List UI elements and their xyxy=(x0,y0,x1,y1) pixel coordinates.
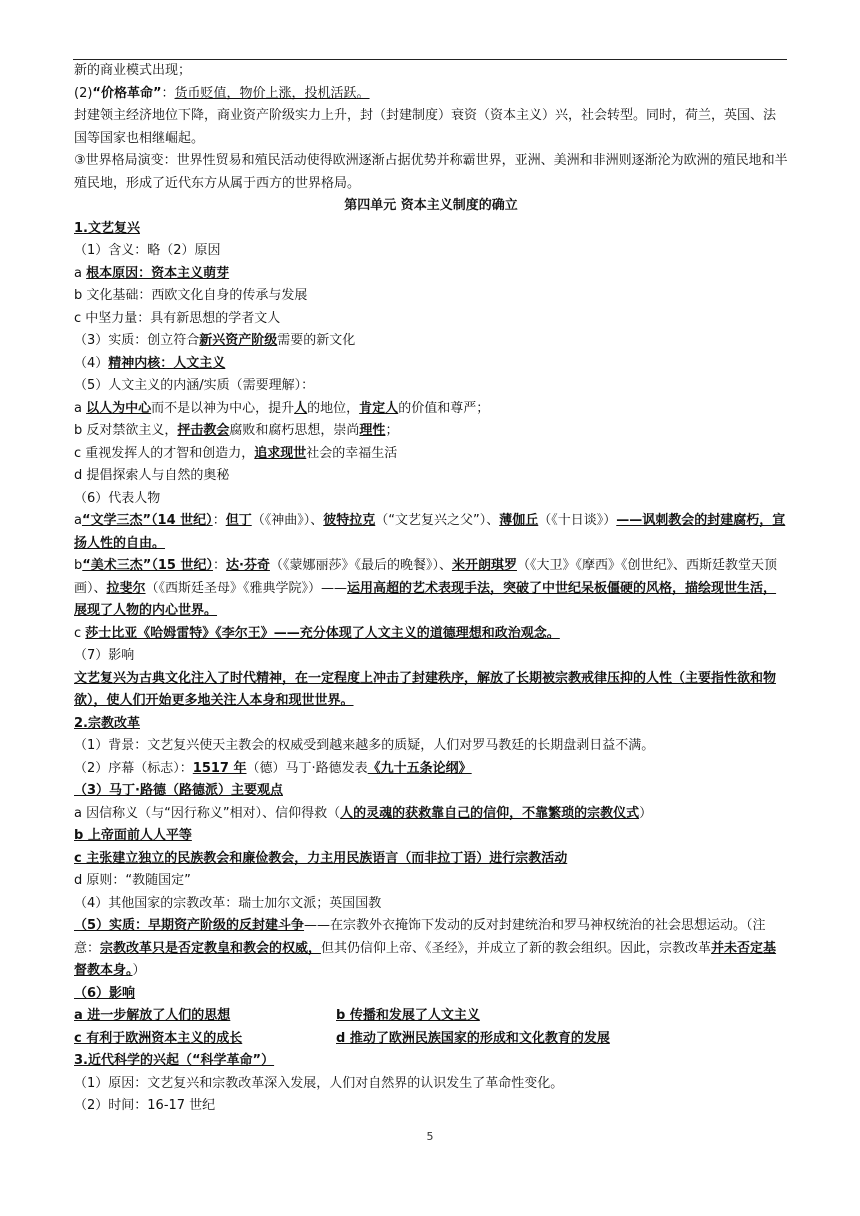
paragraph: （5）人文主义的内涵/实质（需要理解）： xyxy=(74,378,315,393)
paragraph: d 提倡探索人与自然的奥秘 xyxy=(74,468,230,483)
paragraph: （1）原因：文艺复兴和宗教改革深入发展，人们对自然界的认识发生了革命性变化。 xyxy=(74,1075,564,1091)
paragraph: 封建领主经济地位下降，商业资产阶级实力上升，封（封建制度）衰资（资本主义）兴，社会转型。同时，荷兰，英国、法国等国家也相继崛起。 xyxy=(74,108,777,146)
paragraph: （1）含义：略（2）原因 xyxy=(74,243,221,258)
paragraph: a 因信称义（与“因行称义”相对）、信仰得救（人的灵魂的获救靠自己的信仰，不靠繁琐的宗教仪式） xyxy=(74,805,653,821)
paragraph: （5）实质：早期资产阶级的反封建斗争——在宗教外衣掩饰下发动的反对封建统治和罗马神权统治的社会思想运动。（注意：宗教改革只是否定教皇和教会的权威，但其仍信仰上帝、《圣经》，并成立了新的教会组织。因此，宗教改革并未否定基督教本身。） xyxy=(74,918,777,978)
paragraph: c 重视发挥人的才智和创造力，追求现世社会的幸福生活 xyxy=(74,445,398,461)
paragraph: （2）序幕（标志）：1517 年（德）马丁·路德发表《九十五条论纲》 xyxy=(74,760,472,776)
paragraph: c 有利于欧洲资本主义的成长 d 推动了欧洲民族国家的形成和文化教育的发展 xyxy=(74,1030,610,1046)
paragraph: （2）时间：16-17 世纪 xyxy=(74,1098,216,1113)
section-heading: 1.文艺复兴 xyxy=(74,220,140,236)
paragraph: ③世界格局演变：世界性贸易和殖民活动使得欧洲逐渐占据优势并称霸世界，亚洲、美洲和非洲则逐渐沦为欧洲的殖民地和半殖民地，形成了近代东方从属于西方的世界格局。 xyxy=(74,153,788,191)
paragraph: d 原则：“教随国定” xyxy=(74,873,191,888)
paragraph: a 以人为中心而不是以神为中心，提升人的地位，肯定人的价值和尊严； xyxy=(74,400,490,416)
section-heading: 3.近代科学的兴起（“科学革命”） xyxy=(74,1053,275,1068)
paragraph: （7）影响 xyxy=(74,648,135,663)
section-heading: 2.宗教改革 xyxy=(74,715,140,731)
paragraph: c 中坚力量：具有新思想的学者文人 xyxy=(74,310,281,326)
paragraph: a 进一步解放了人们的思想 b 传播和发展了人文主义 xyxy=(74,1008,480,1023)
paragraph: b 文化基础：西欧文化自身的传承与发展 xyxy=(74,288,308,303)
paragraph: c 主张建立独立的民族教会和廉俭教会，力主用民族语言（而非拉丁语）进行宗教活动 xyxy=(74,850,568,866)
paragraph: 新的商业模式出现； xyxy=(74,63,192,78)
paragraph: （4）精神内核：人文主义 xyxy=(74,355,226,371)
unit-title: 第四单元 资本主义制度的确立 xyxy=(344,198,518,213)
paragraph: 文艺复兴为古典文化注入了时代精神，在一定程度上冲击了封建秩序，解放了长期被宗教戒律压抑的人性（主要指性欲和物欲），使人们开始更多地关注人本身和现世世界。 xyxy=(74,670,777,708)
page-number: 5 xyxy=(426,1130,434,1143)
paragraph: b 上帝面前人人平等 xyxy=(74,828,192,843)
paragraph: a 根本原因：资本主义萌芽 xyxy=(74,265,230,281)
paragraph: （4）其他国家的宗教改革：瑞士加尔文派；英国国教 xyxy=(74,895,382,911)
paragraph: （1）背景：文艺复兴使天主教会的权威受到越来越多的质疑，人们对罗马教廷的长期盘剥日益不满。 xyxy=(74,738,655,753)
paragraph: b 反对禁欲主义，抨击教会腐败和腐朽思想，崇尚理性； xyxy=(74,423,399,438)
paragraph: （6）影响 xyxy=(74,985,136,1001)
paragraph: a“文学三杰”（14 世纪）：但丁（《神曲》）、彼特拉克（“文艺复兴之父”）、薄伽丘（《十日谈》）——讽刺教会的封建腐朽，宣扬人性的自由。 xyxy=(74,513,786,551)
page-body xyxy=(74,60,788,1118)
paragraph: c 莎士比亚《哈姆雷特》《李尔王》——充分体现了人文主义的道德理想和政治观念。 xyxy=(74,625,560,641)
paragraph: （3）马丁·路德（路德派）主要观点 xyxy=(74,783,283,798)
paragraph: b“美术三杰”（15 世纪）：达·芬奇（《蒙娜丽莎》《最后的晚餐》）、米开朗琪罗（《大卫》《摩西》《创世纪》、西斯廷教堂天顶画）、拉斐尔（《西斯廷圣母》《雅典学院》）——运用高超的艺术表现手法，突破了中世纪呆板僵硬的风格，描绘现世生活，展现了人物的内心世界。 xyxy=(74,558,777,618)
paragraph: （6）代表人物 xyxy=(74,490,161,506)
paragraph: （3）实质：创立符合新兴资产阶级需要的新文化 xyxy=(74,333,356,348)
paragraph: (2)“价格革命”：货币贬值，物价上涨，投机活跃。 xyxy=(74,85,370,101)
